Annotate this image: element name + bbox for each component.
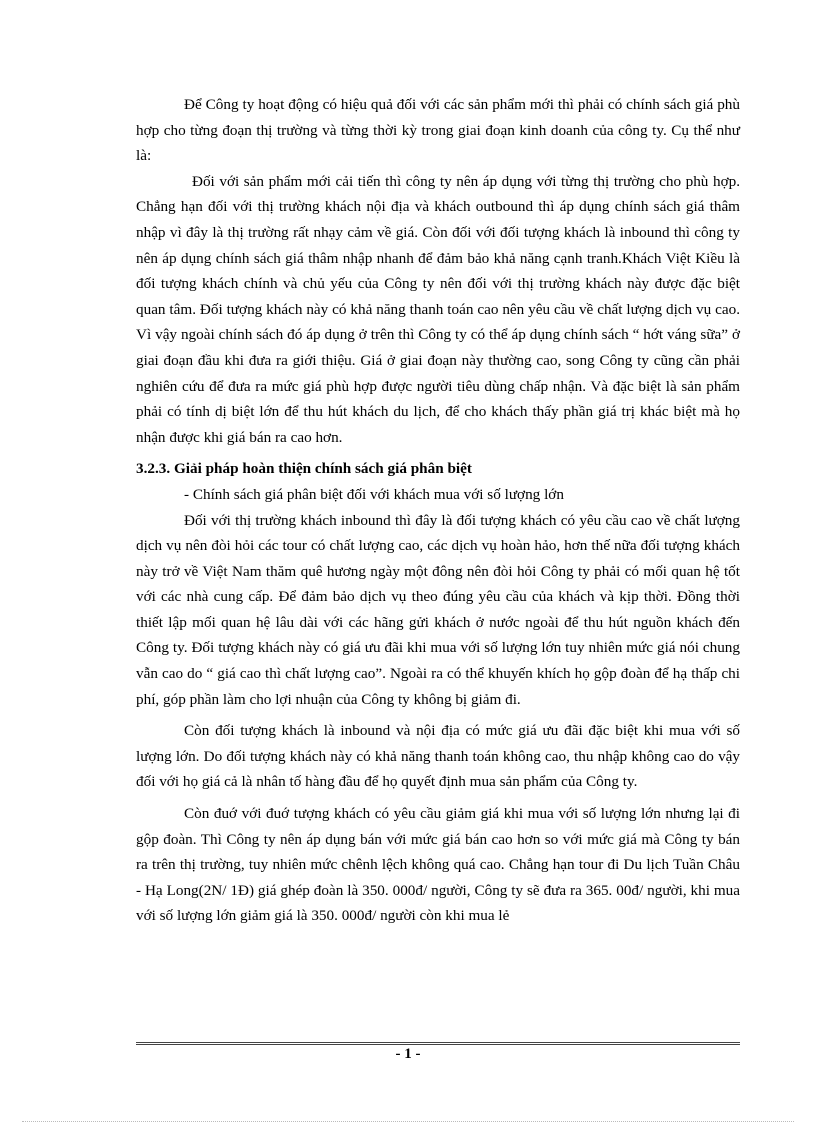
paragraph-inbound: Đối với thị trường khách inbound thì đây là đối tượng khách có yêu cầu cao về chất lượng dịch vụ nên đòi hỏi các tour có chất lượng cao, các dịch vụ hoàn hảo, hơn thế nữa đối tượng khách này trở về Việt Nam thăm quê hương ngày một đông nên đòi hỏi Công ty phải có mối quan hệ tốt với các nhà cung cấp. Để đảm bảo dịch vụ theo đúng yêu cầu của khách và kịp thời. Đồng thời thiết lập mối quan hệ lâu dài với các hãng gửi khách ở nước ngoài để thu hút nguồn khách đến Công ty. Đối tượng khách này có giá ưu đãi khi mua với số lượng lớn tuy nhiên mức giá nói chung vẫn cao do “ giá cao thì chất lượng cao”. Ngoài ra có thể khuyến khích họ gộp đoàn để hạ thấp chi phí, góp phần làm cho lợi nhuận của Công ty không bị giảm đi.: [136, 511, 740, 708]
paragraph-domestic: Còn đối tượng khách là inbound và nội địa có mức giá ưu đãi đặc biệt khi mua với số lượng lớn. Do đối tượng khách này có khả năng thanh toán không cao, thu nhập không cao do vậy đối với họ giá cả là nhân tố hàng đầu để họ quyết định mua sản phẩm của Công ty.: [136, 722, 740, 791]
section-heading: 3.2.3. Giải pháp hoàn thiện chính sách giá phân biệt: [136, 460, 472, 478]
paragraph-group-discount: Còn đuớ với đuớ tượng khách có yêu cầu giảm giá khi mua với số lượng lớn nhưng lại đi gộp đoàn. Thì Công ty nên áp dụng bán với mức giá bán cao hơn so với mức giá mà Công ty bán ra trên thị trường, tuy nhiên mức chênh lệch không quá cao. Chẳng hạn tour đi Du lịch Tuần Châu - Hạ Long(2N/ 1Đ) giá ghép đoàn là 350. 000đ/ người, Công ty sẽ đưa ra 365. 00đ/ người, khi mua với số lượng lớn giảm giá là 350. 000đ/ người còn khi mua lẻ: [136, 805, 740, 925]
bullet-line: - Chính sách giá phân biệt đối với khách mua với số lượng lớn: [184, 485, 564, 503]
paragraph-new-products: Đối với sản phẩm mới cải tiến thì công ty nên áp dụng với từng thị trường cho phù hợp. Chẳng hạn đối với thị trường khách nội địa và khách outbound thì áp dụng chính sách giá thâm nhập vì đây là thị trường rất nhạy cảm về giá. Còn đối với đối tượng khách là inbound thì công ty nên áp dụng chính sách giá thâm nhập nhanh để đảm bảo khả năng cạnh tranh.Khách Việt Kiều là đối tượng khách chính và chủ yếu của Công ty nên đối với thị trường khách này được đặc biệt quan tâm. Đối tượng khách này có khả năng thanh toán cao nên yêu cầu về chất lượng dịch vụ cao. Vì vậy ngoài chính sách đó áp dụng ở trên thì Công ty có thể áp dụng chính sách “ hớt váng sữa” ở giai đoạn đầu khi đưa ra giới thiệu. Giá ở giai đoạn này thường cao, song Công ty cũng cần phải nghiên cứu để đưa ra mức giá phù hợp được người tiêu dùng chấp nhận. Và đặc biệt là sản phẩm phải có tính dị biệt lớn để thu hút khách du lịch, để cho khách thấy phần giá trị khác biệt mà họ nhận được khi giá bán ra cao hơn.: [136, 172, 740, 446]
paragraph-intro: Để Công ty hoạt động có hiệu quả đối với các sản phẩm mới thì phải có chính sách giá phù hợp cho từng đoạn thị trường và từng thời kỳ trong giai đoạn kinh doanh của công ty. Cụ thể như là:: [136, 96, 740, 165]
document-body: [136, 92, 740, 929]
footer-divider: [136, 1042, 740, 1045]
page-edge-divider: [22, 1121, 794, 1122]
page-number: - 1 -: [395, 1046, 421, 1062]
